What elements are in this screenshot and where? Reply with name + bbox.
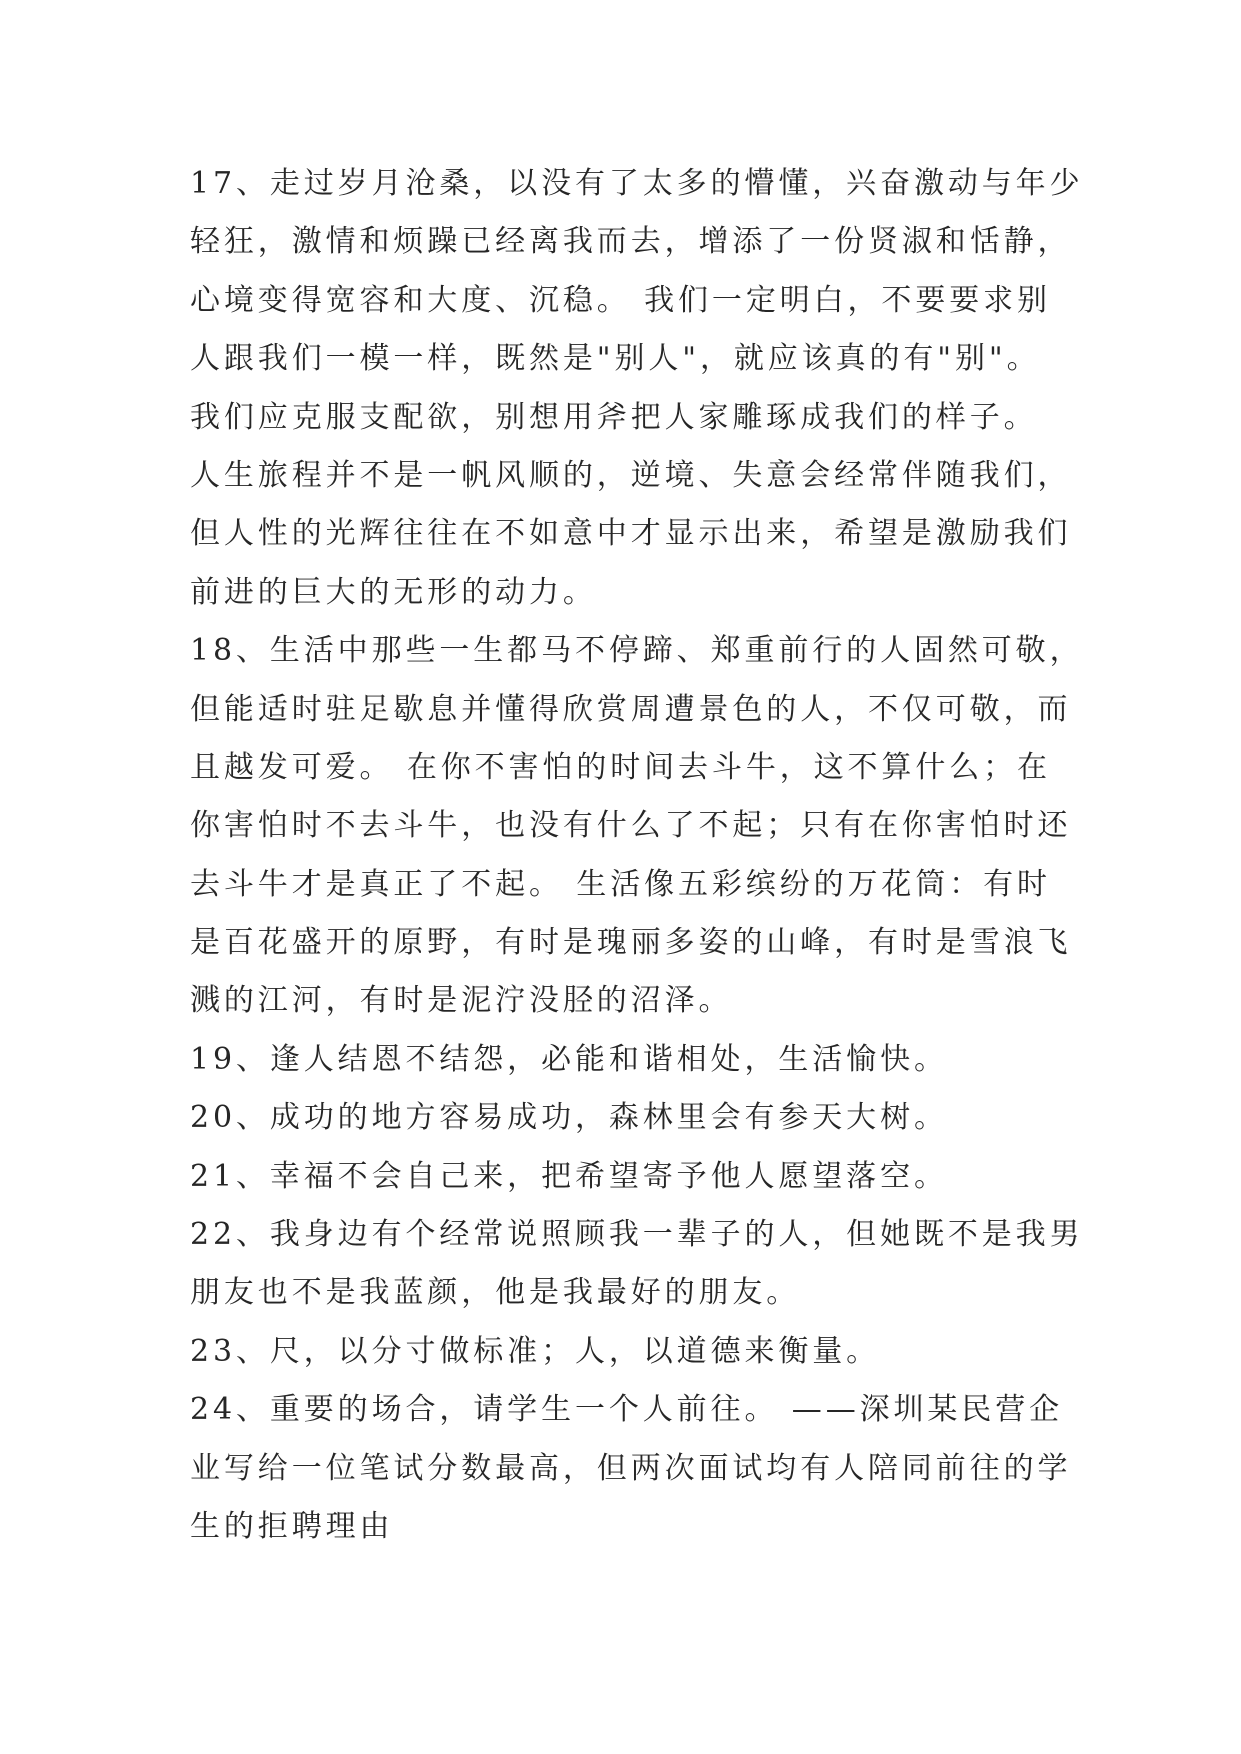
text-line: 19、逢人结恩不结怨，必能和谐相处，生活愉快。 bbox=[190, 1041, 948, 1077]
text-line: 溅的江河，有时是泥泞没胫的沼泽。 bbox=[190, 983, 733, 1019]
text-line: 生的拒聘理由 bbox=[190, 1508, 394, 1544]
text-line: 去斗牛才是真正了不起。 生活像五彩缤纷的万花筒：有时 bbox=[190, 866, 1051, 902]
text-line: 18、生活中那些一生都马不停蹄、郑重前行的人固然可敬， bbox=[190, 633, 1084, 669]
text-line: 23、尺，以分寸做标准；人，以道德来衡量。 bbox=[190, 1333, 881, 1369]
text-line: 前进的巨大的无形的动力。 bbox=[190, 574, 597, 610]
text-line: 20、成功的地方容易成功，森林里会有参天大树。 bbox=[190, 1100, 948, 1136]
text-line: 我们应克服支配欲，别想用斧把人家雕琢成我们的样子。 bbox=[190, 399, 1038, 435]
text-line: 且越发可爱。 在你不害怕的时间去斗牛，这不算什么；在 bbox=[190, 749, 1051, 785]
text-line: 人生旅程并不是一帆风顺的，逆境、失意会经常伴随我们， bbox=[190, 457, 1072, 493]
text-line: 是百花盛开的原野，有时是瑰丽多姿的山峰，有时是雪浪飞 bbox=[190, 925, 1072, 961]
text-line: 24、重要的场合，请学生一个人前往。 ——深圳某民营企 bbox=[190, 1392, 1064, 1428]
text-line: 但能适时驻足歇息并懂得欣赏周遭景色的人，不仅可敬，而 bbox=[190, 691, 1072, 727]
text-line: 朋友也不是我蓝颜，他是我最好的朋友。 bbox=[190, 1275, 801, 1311]
text-line: 心境变得宽容和大度、沉稳。 我们一定明白，不要要求别 bbox=[190, 282, 1051, 318]
text-line: 人跟我们一模一样，既然是"别人"，就应该真的有"别"。 bbox=[190, 341, 1041, 377]
text-line: 21、幸福不会自己来，把希望寄予他人愿望落空。 bbox=[190, 1158, 948, 1194]
text-line: 你害怕时不去斗牛，也没有什么了不起；只有在你害怕时还 bbox=[190, 808, 1072, 844]
text-line: 17、走过岁月沧桑，以没有了太多的懵懂，兴奋激动与年少 bbox=[190, 166, 1084, 201]
text-line: 业写给一位笔试分数最高，但两次面试均有人陪同前往的学 bbox=[190, 1450, 1072, 1486]
text-line: 轻狂，激情和烦躁已经离我而去，增添了一份贤淑和恬静， bbox=[190, 224, 1072, 260]
text-line: 但人性的光辉往往在不如意中才显示出来，希望是激励我们 bbox=[190, 516, 1072, 552]
text-line: 22、我身边有个经常说照顾我一辈子的人，但她既不是我男 bbox=[190, 1217, 1084, 1253]
body-text bbox=[190, 155, 1090, 1556]
